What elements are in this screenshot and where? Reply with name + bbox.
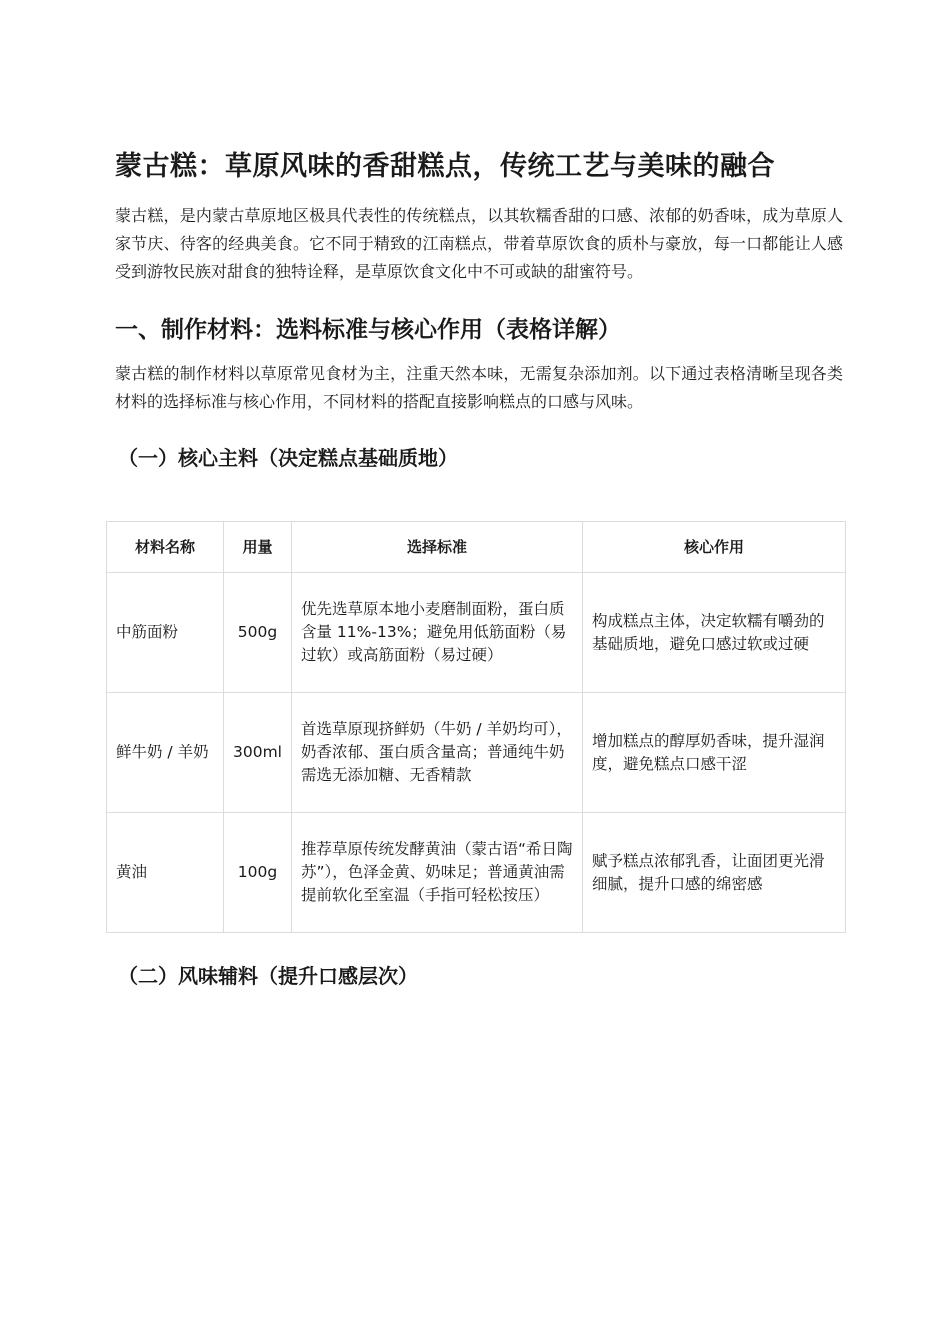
cell-standard: 首选草原现挤鲜奶（牛奶 / 羊奶均可），奶香浓郁、蛋白质含量高；普通纯牛奶需选无添加糖、无香精款 [292,693,583,813]
table-row [107,693,846,813]
cell-role: 增加糕点的醇厚奶香味，提升湿润度，避免糕点口感干涩 [583,693,846,813]
materials-table [106,521,846,933]
cell-name: 鲜牛奶 / 羊奶 [107,693,224,813]
subheading-flavor-ingredients: （二）风味辅料（提升口感层次） [118,964,418,988]
column-header-name: 材料名称 [107,522,224,573]
table-row [107,813,846,933]
cell-name: 中筋面粉 [107,573,224,693]
table-header-row [107,522,846,573]
column-header-standard: 选择标准 [292,522,583,573]
cell-role: 赋予糕点浓郁乳香，让面团更光滑细腻，提升口感的绵密感 [583,813,846,933]
section-heading-materials: 一、制作材料：选料标准与核心作用（表格详解） [115,317,621,343]
cell-standard: 优先选草原本地小麦磨制面粉，蛋白质含量 11%-13%；避免用低筋面粉（易过软）或高筋面粉（易过硬） [292,573,583,693]
column-header-role: 核心作用 [583,522,846,573]
cell-amount: 300ml [224,693,292,813]
cell-name: 黄油 [107,813,224,933]
cell-standard: 推荐草原传统发酵黄油（蒙古语“希日陶苏”），色泽金黄、奶味足；普通黄油需提前软化至室温（手指可轻松按压） [292,813,583,933]
cell-amount: 100g [224,813,292,933]
subheading-core-ingredients: （一）核心主料（决定糕点基础质地） [118,446,458,470]
column-header-amount: 用量 [224,522,292,573]
materials-paragraph: 蒙古糕的制作材料以草原常见食材为主，注重天然本味，无需复杂添加剂。以下通过表格清晰呈现各类材料的选择标准与核心作用，不同材料的搭配直接影响糕点的口感与风味。 [115,364,843,411]
table-row [107,573,846,693]
cell-role: 构成糕点主体，决定软糯有嚼劲的基础质地，避免口感过软或过硬 [583,573,846,693]
cell-amount: 500g [224,573,292,693]
intro-paragraph: 蒙古糕，是内蒙古草原地区极具代表性的传统糕点，以其软糯香甜的口感、浓郁的奶香味，成为草原人家节庆、待客的经典美食。它不同于精致的江南糕点，带着草原饮食的质朴与豪放，每一口都能让人感受到游牧民族对甜食的独特诠释，是草原饮食文化中不可或缺的甜蜜符号。 [115,206,843,281]
page-title: 蒙古糕：草原风味的香甜糕点，传统工艺与美味的融合 [115,151,775,182]
